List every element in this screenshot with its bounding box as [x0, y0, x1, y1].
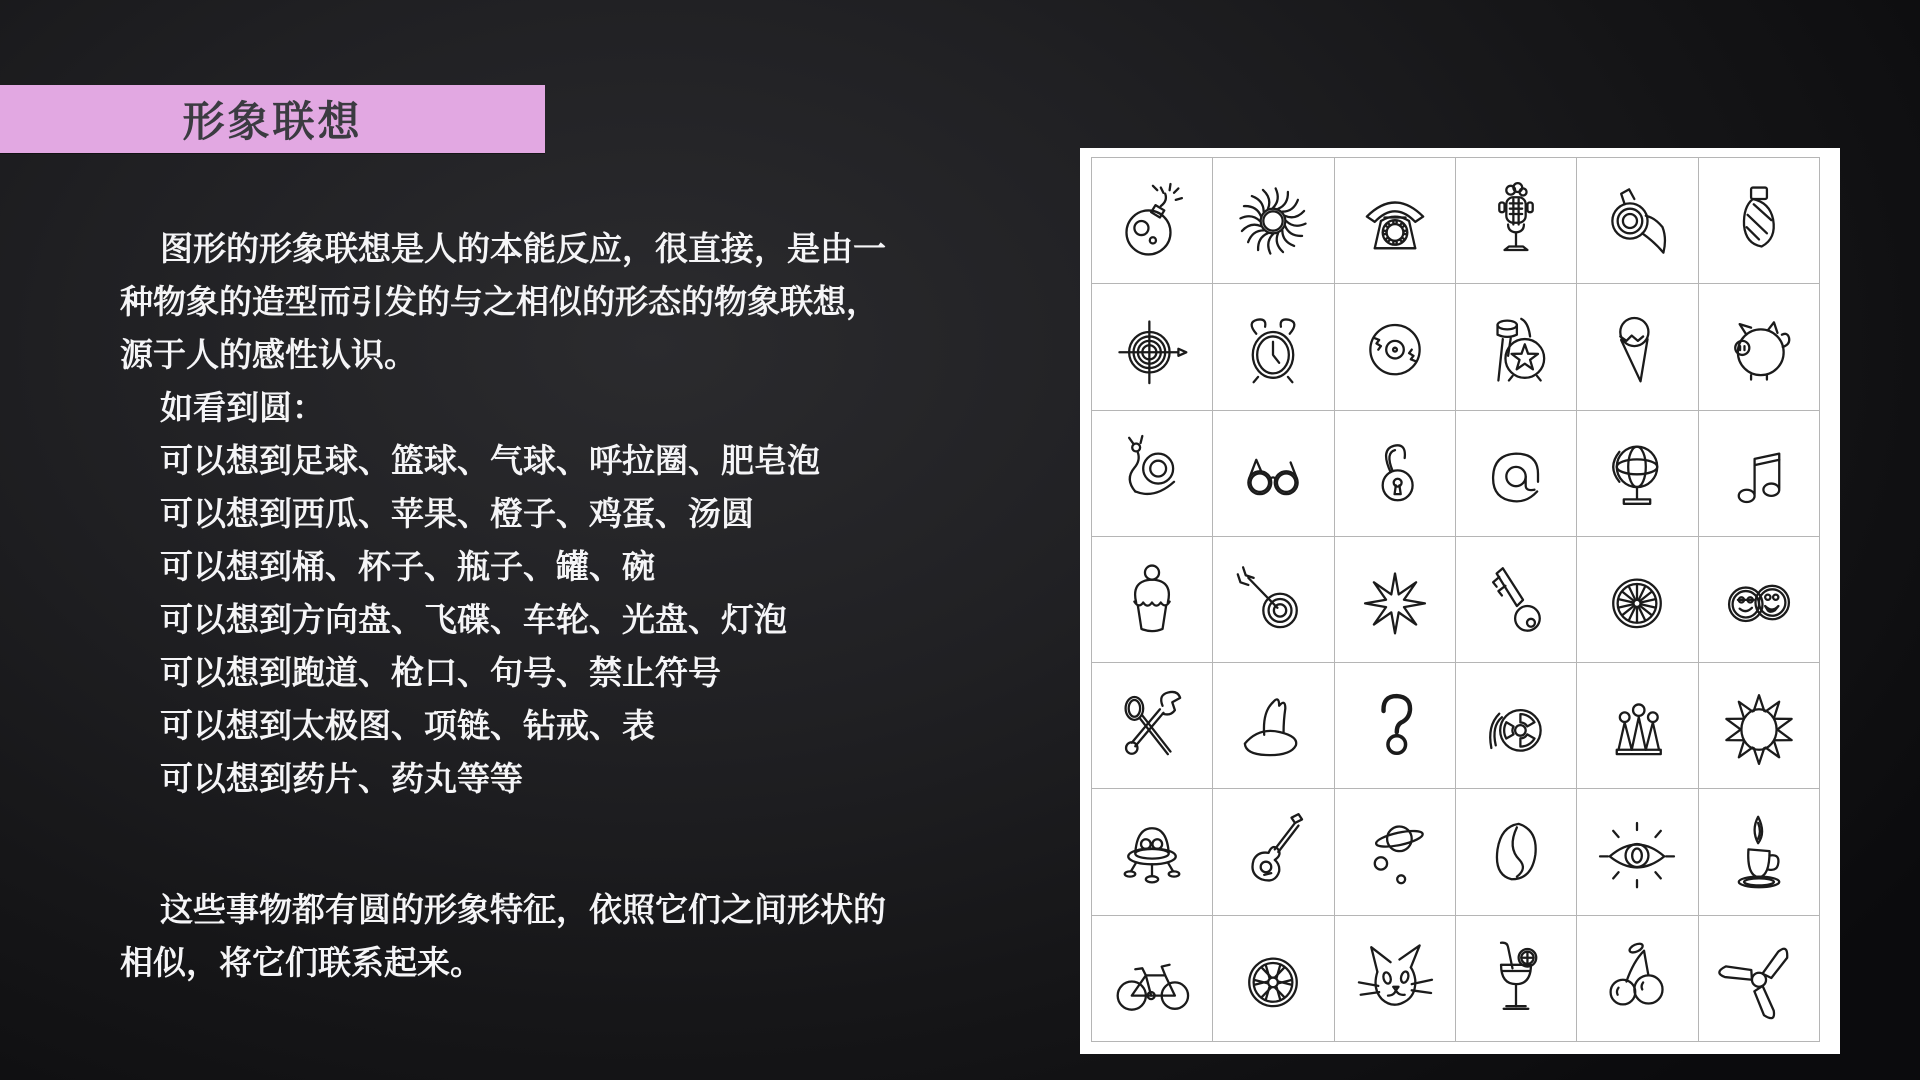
film-reel-icon: [1456, 663, 1576, 788]
title-banner: [0, 85, 545, 153]
ufo-icon: [1092, 789, 1212, 914]
eye-icon: [1577, 789, 1697, 914]
icon-panel: [1080, 148, 1840, 1054]
association-line-4: 可以想到方向盘、飞碟、车轮、光盘、灯泡: [160, 601, 787, 638]
globe-icon: [1577, 411, 1697, 536]
at-sign-icon: [1456, 411, 1576, 536]
coil-target-icon: [1092, 284, 1212, 409]
sun-icon: [1699, 663, 1819, 788]
key-icon: [1456, 537, 1576, 662]
drum-kit-icon: [1456, 284, 1576, 409]
association-line-6: 可以想到太极图、项链、钻戒、表: [160, 707, 655, 744]
line-see-circle: 如看到圆：: [160, 389, 325, 426]
vinyl-record-icon: [1335, 284, 1455, 409]
alloy-wheel-icon: [1213, 916, 1333, 1041]
steaming-cup-icon: [1699, 789, 1819, 914]
association-line-7: 可以想到药片、药丸等等: [160, 760, 523, 797]
body-text: [120, 222, 895, 989]
snail-icon: [1092, 411, 1212, 536]
guitar-icon: [1213, 789, 1333, 914]
question-mark-icon: [1335, 663, 1455, 788]
hat-icon: [1213, 663, 1333, 788]
music-note-icon: [1699, 411, 1819, 536]
starburst-icon: [1335, 537, 1455, 662]
horn-icon: [1577, 158, 1697, 283]
cocktail-icon: [1456, 916, 1576, 1041]
bicycle-icon: [1092, 916, 1212, 1041]
rotary-phone-icon: [1335, 158, 1455, 283]
paragraph-conclusion: 这些事物都有圆的形象特征，依照它们之间形状的相似，将它们联系起来。: [120, 891, 886, 981]
vintage-microphone-icon: [1456, 158, 1576, 283]
icon-grid: [1091, 157, 1820, 1042]
paragraph-intro: 图形的形象联想是人的本能反应，很直接，是由一种物象的造型而引发的与之相似的形态的物象联想，源于人的感性认识。: [120, 230, 886, 373]
cupcake-icon: [1092, 537, 1212, 662]
spoked-wheel-icon: [1577, 537, 1697, 662]
cherries-icon: [1577, 916, 1697, 1041]
propeller-icon: [1699, 916, 1819, 1041]
striped-bulb-icon: [1699, 158, 1819, 283]
slide-title: 形象联想: [182, 98, 363, 145]
coffee-bean-icon: [1456, 789, 1576, 914]
crown-icon: [1577, 663, 1697, 788]
pig-icon: [1699, 284, 1819, 409]
turbine-icon: [1213, 158, 1333, 283]
eyeglasses-icon: [1213, 411, 1333, 536]
cat-face-icon: [1335, 916, 1455, 1041]
association-line-2: 可以想到西瓜、苹果、橙子、鸡蛋、汤圆: [160, 495, 754, 532]
alarm-clock-icon: [1213, 284, 1333, 409]
association-line-1: 可以想到足球、篮球、气球、呼拉圈、肥皂泡: [160, 442, 820, 479]
spoon-wrench-icon: [1092, 663, 1212, 788]
association-line-3: 可以想到桶、杯子、瓶子、罐、碗: [160, 548, 655, 585]
arrow-target-icon: [1213, 537, 1333, 662]
association-line-5: 可以想到跑道、枪口、句号、禁止符号: [160, 654, 721, 691]
smiley-pair-icon: [1699, 537, 1819, 662]
ice-cream-cone-icon: [1577, 284, 1697, 409]
padlock-icon: [1335, 411, 1455, 536]
bomb-icon: [1092, 158, 1212, 283]
saturn-icon: [1335, 789, 1455, 914]
